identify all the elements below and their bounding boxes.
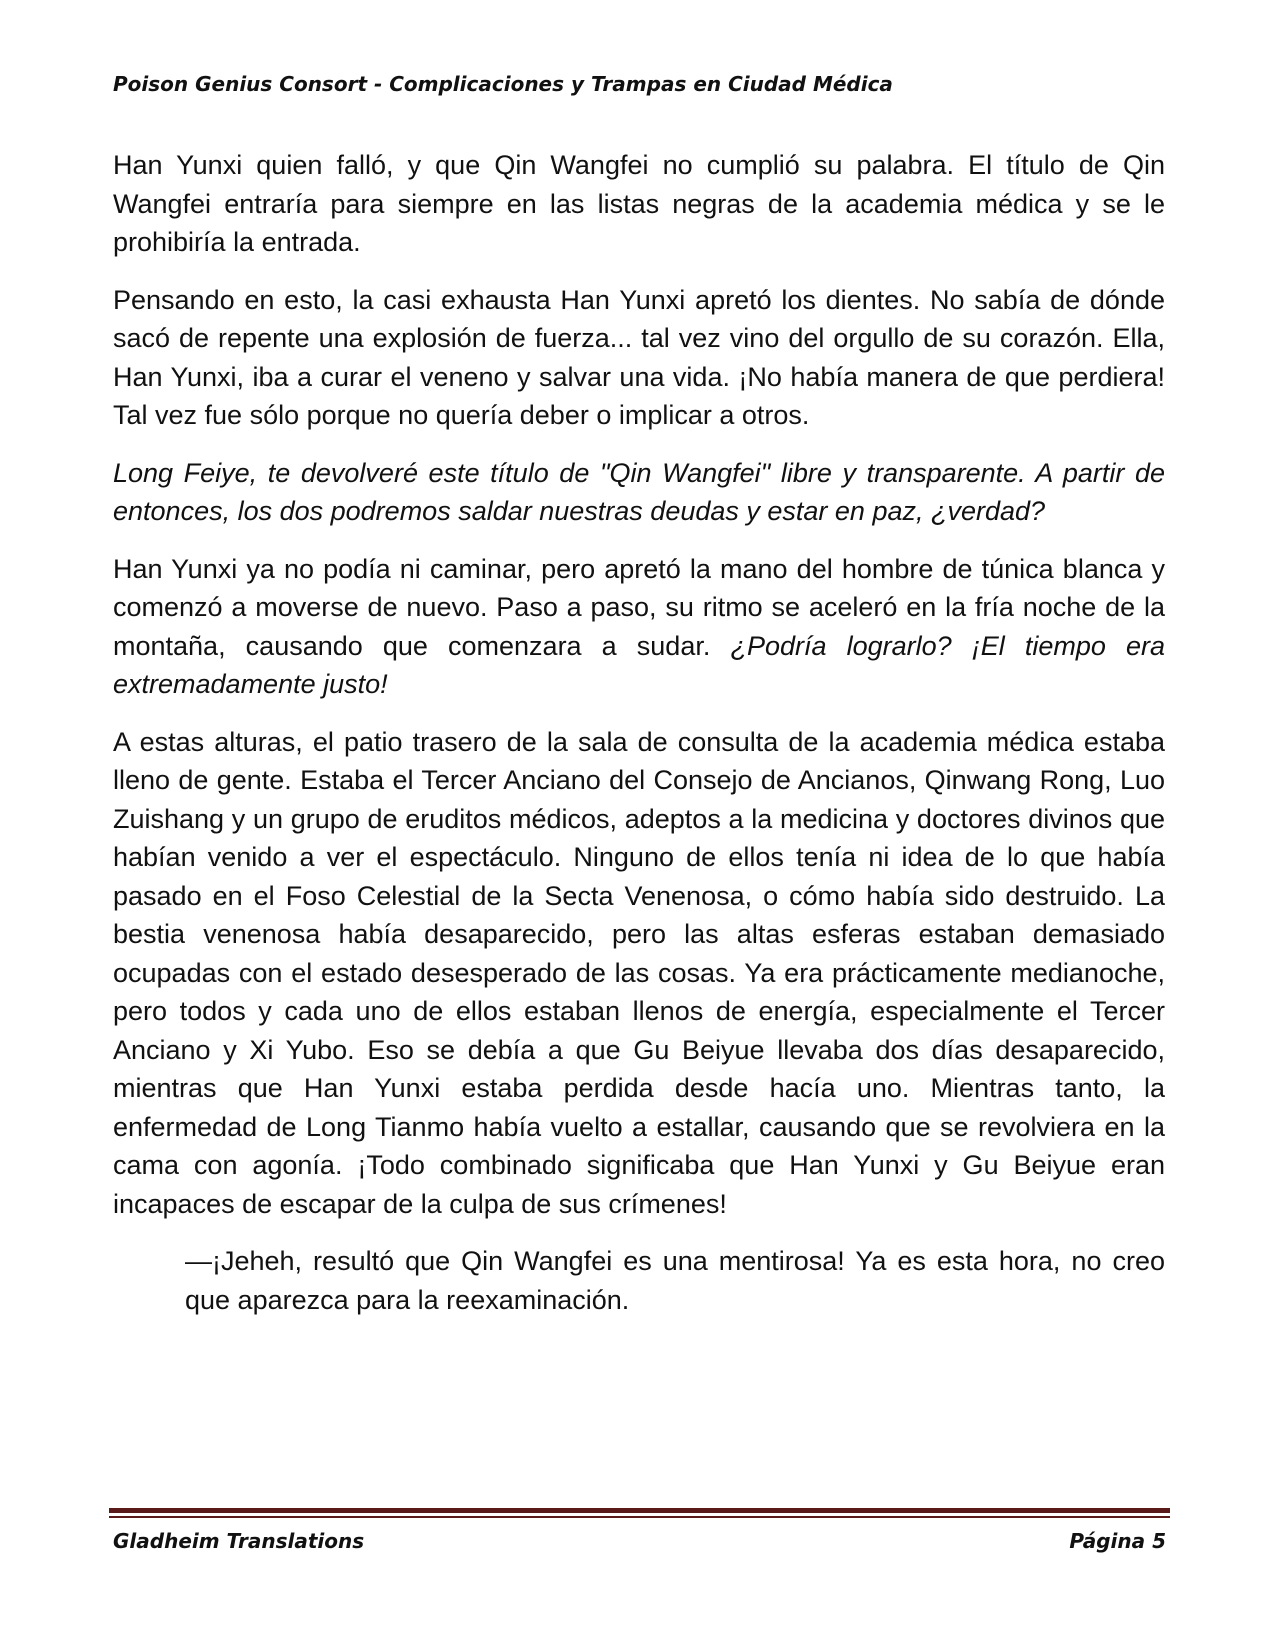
footer-rule-thick [109, 1508, 1170, 1513]
paragraph-6-dialogue: —¡Jeheh, resultó que Qin Wangfei es una mentirosa! Ya es esta hora, no creo que aparezca para la reexaminación. [185, 1246, 1165, 1315]
paragraph-3-thought: Long Feiye, te devolveré este título de "Qin Wangfei" libre y transparente. A partir de entonces, los dos podremos saldar nuestras deudas y estar en paz, ¿verdad? [113, 457, 1165, 526]
paragraph-4-text: Han Yunxi ya no podía ni caminar, pero apretó la mano del hombre de túnica blanca y comenzó a moverse de nuevo. Paso a paso, su ritmo se aceleró en la fría noche de la montaña, causando que comenzara a sudar. [113, 553, 1165, 661]
paragraph-2: Pensando en esto, la casi exhausta Han Yunxi apretó los dientes. No sabía de dónde sacó de repente una explosión de fuerza... tal vez vino del orgullo de su corazón. Ella, Han Yunxi, iba a curar el veneno y salvar una vida. ¡No había manera de que perdiera! Tal vez fue sólo porque no quería deber o implicar a otros. [113, 284, 1165, 430]
footer-publisher: Gladheim Translations [113, 1529, 365, 1553]
paragraph-5: A estas alturas, el patio trasero de la sala de consulta de la academia médica estaba lleno de gente. Estaba el Tercer Anciano del Consejo de Ancianos, Qinwang Rong, Luo Zuishang y un grupo de eruditos médicos, adeptos a la medicina y doctores divinos que habían venido a ver el espectáculo. Ninguno de ellos tenía ni idea de lo que había pasado en el Foso Celestial de la Secta Venenosa, o cómo había sido destruido. La bestia venenosa había desaparecido, pero las altas esferas estaban demasiado ocupadas con el estado desesperado de las cosas. Ya era prácticamente medianoche, pero todos y cada uno de ellos estaban llenos de energía, especialmente el Tercer Anciano y Xi Yubo. Eso se debía a que Gu Beiyue llevaba dos días desaparecido, mientras que Han Yunxi estaba perdida desde hacía uno. Mientras tanto, la enfermedad de Long Tianmo había vuelto a estallar, causando que se revolviera en la cama con agonía. ¡Todo combinado significaba que Han Yunxi y Gu Beiyue eran incapaces de escapar de la culpa de sus crímenes! [113, 726, 1165, 1219]
paragraph-1: Han Yunxi quien falló, y que Qin Wangfei no cumplió su palabra. El título de Qin Wangfei entraría para siempre en las listas negras de la academia médica y se le prohibiría la entrada. [113, 150, 1165, 257]
paragraph-4-italic: ¿Podría lograrlo? ¡El tiempo era extremadamente justo! [113, 630, 1166, 699]
footer-rule-thin [109, 1516, 1170, 1518]
footer-page-number: Página 5 [1069, 1529, 1166, 1553]
document-body [113, 146, 1165, 1338]
page-header: Poison Genius Consort - Complicaciones y Trampas en Ciudad Médica [113, 72, 893, 96]
paragraph-4 [113, 550, 1165, 704]
